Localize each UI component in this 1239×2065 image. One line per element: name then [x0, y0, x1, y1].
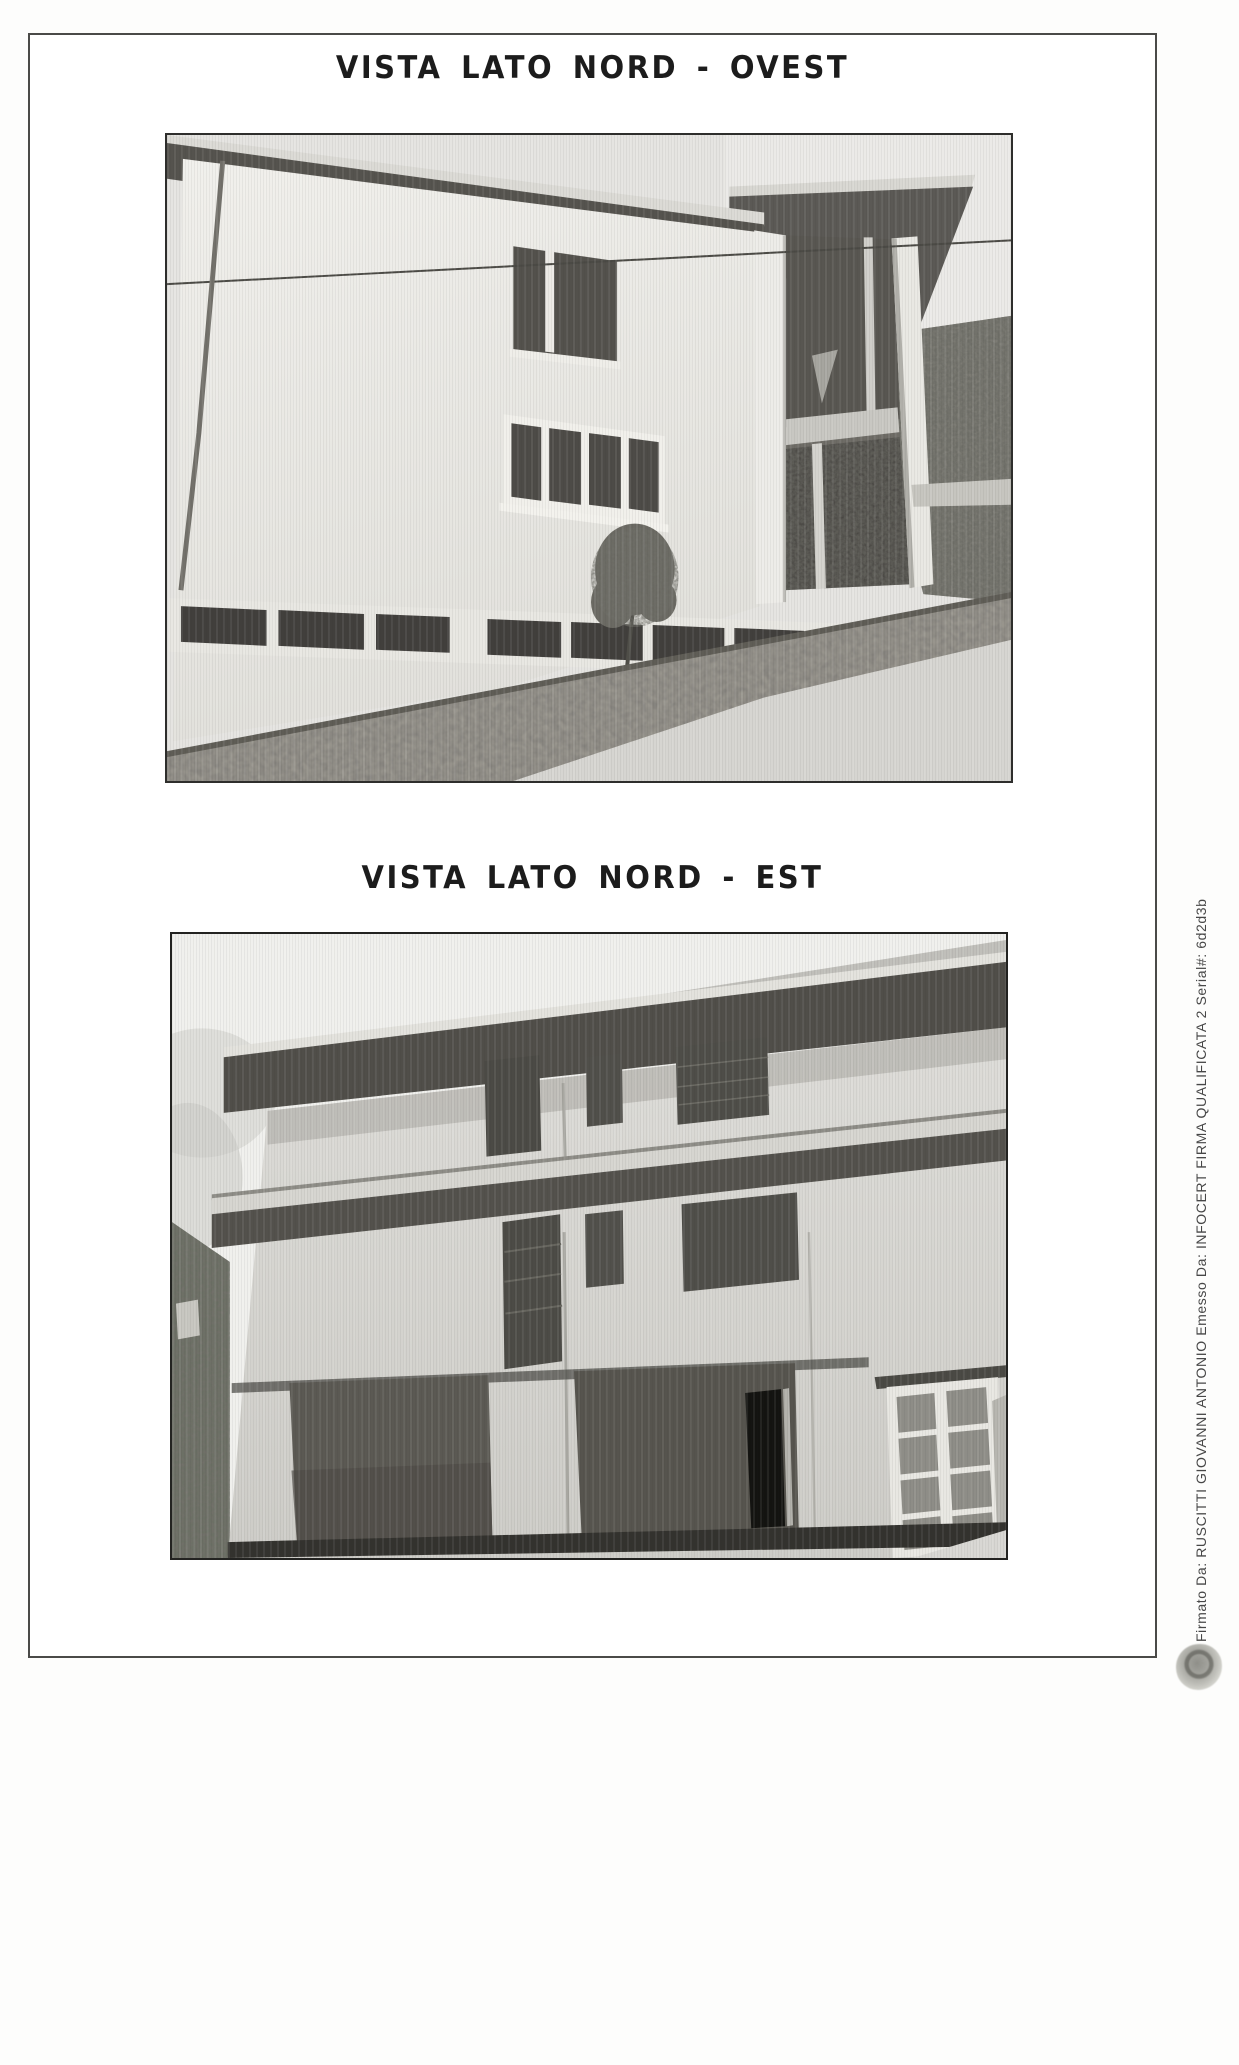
- photo-nord-est: [170, 932, 1008, 1560]
- photo-caption-nord-ovest: VISTA LATO NORD - OVEST: [335, 48, 850, 86]
- photo-nord-ovest-illustration: [167, 135, 1011, 781]
- dark-doorway-gap: [745, 1389, 785, 1528]
- seal-stamp-icon: [1176, 1644, 1222, 1690]
- photo-caption-nord-est: VISTA LATO NORD - EST: [361, 858, 824, 896]
- digital-signature-text: Firmato Da: RUSCITTI GIOVANNI ANTONIO Emesso Da: INFOCERT FIRMA QUALIFICATA 2 Serial#: 6d2d3b: [1193, 898, 1209, 1642]
- photo-nord-est-illustration: [172, 934, 1006, 1558]
- photo-nord-ovest: [165, 133, 1013, 783]
- vegetation-left: [172, 1222, 230, 1558]
